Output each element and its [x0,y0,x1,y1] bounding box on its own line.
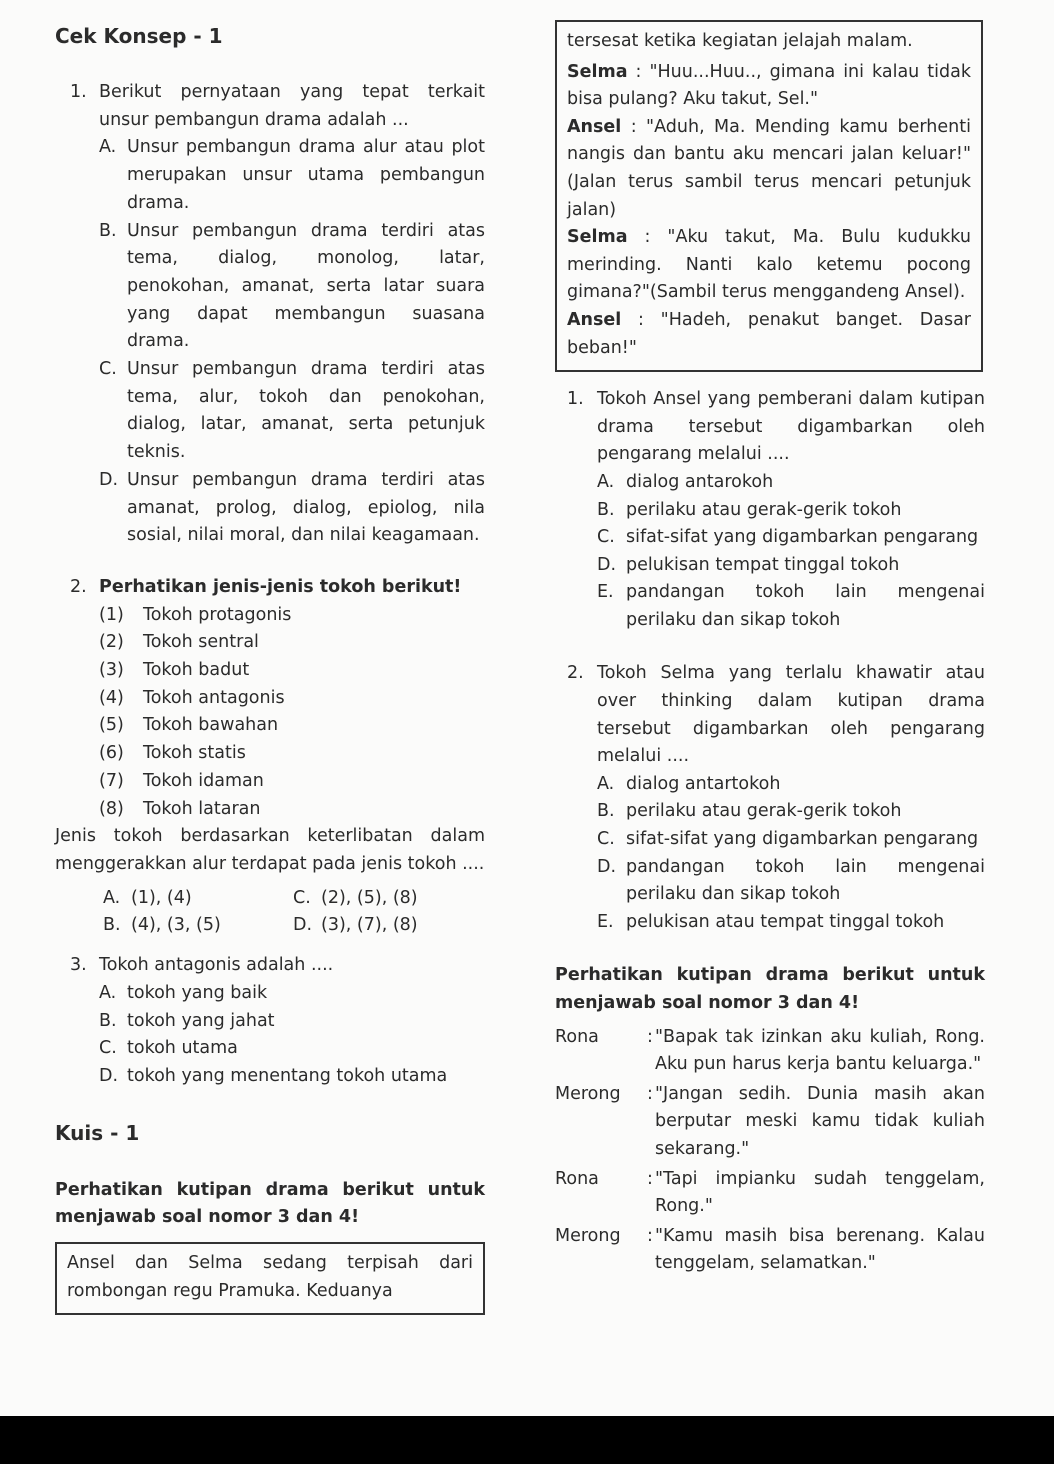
list-item: (6) Tokoh statis [99,743,246,764]
option-label: A. [99,137,117,158]
dialog-line: Selma : "Huu...Huu.., gimana ini kalau tidak bisa pulang? Aku takut, Sel." [567,61,971,110]
q1-options [55,134,485,550]
story-text: tersesat ketika kegiatan jelajah malam. [567,31,913,51]
option-c: C. (2), (5), (8) [293,887,418,908]
option-text: Unsur pembangun drama terdiri atas tema, alur, tokoh dan penokohan, dialog, latar, amanat, serta petunjuk teknis. [127,359,485,463]
option-b: B. perilaku atau gerak-gerik tokoh [597,801,902,822]
option-d: D. pelukisan tempat tinggal tokoh [597,554,900,575]
list-item: (1) Tokoh protagonis [99,604,292,625]
question-number: 2. [70,576,87,597]
dialog-line: Merong : "Jangan sedih. Dunia masih akan berputar meski kamu tidak kuliah sekarang." [555,1083,985,1159]
right-column [555,20,985,1278]
list-item: (8) Tokoh lataran [99,798,261,819]
dialog-line: Ansel : "Hadeh, penakut banget. Dasar beban!" [567,309,971,358]
option-b: B. tokoh yang jahat [99,1010,275,1031]
story-box-start [55,1242,485,1315]
dialog-line: Rona : "Bapak tak izinkan aku kuliah, Rong. Aku pun harus kerja bantu keluarga." [555,1026,985,1075]
list-item: (4) Tokoh antagonis [99,687,285,708]
list-item: (5) Tokoh bawahan [99,715,279,736]
question-number: 1. [567,389,584,410]
option-text: Unsur pembangun drama terdiri atas tema, dialog, monolog, latar, penokohan, amanat, serta latar suara yang dapat membangun suasana drama. [127,220,485,352]
r1-options [555,469,985,635]
option-a: A. (1), (4) [103,887,192,908]
question-text: Jenis tokoh berdasarkan keterlibatan dalam menggerakkan alur terdapat pada jenis tokoh .... [55,826,485,874]
option-label: B. [99,220,117,241]
option-c: C. sifat-sifat yang digambarkan pengarang [597,829,979,850]
dialog-2 [555,1024,985,1278]
option-b: B. perilaku atau gerak-gerik tokoh [597,499,902,520]
dialog-line: Rona : "Tapi impianku sudah tenggelam, Rong." [555,1168,985,1217]
question-stem: Berikut pernyataan yang tepat terkait unsur pembangun drama adalah ... [99,82,485,130]
option-d: D. tokoh yang menentang tokoh utama [99,1065,448,1086]
kuis-title: Kuis - 1 [55,1120,140,1145]
option-c [99,356,485,467]
option-b: B. (4), (3, (5) [103,915,221,936]
question-1 [55,79,485,134]
instruction-2: Perhatikan kutipan drama berikut untuk menjawab soal nomor 3 dan 4! [555,965,985,1013]
question-stem: Tokoh antagonis adalah .... [99,955,334,976]
question-stem: Tokoh Selma yang terlalu khawatir atau over thinking dalam kutipan drama tersebut digambarkan oleh pengarang melalui .... [597,663,985,767]
question-r1 [555,386,985,469]
cek-konsep-title: Cek Konsep - 1 [55,24,223,48]
option-label: D. [99,469,119,490]
option-e: E. pelukisan atau tempat tinggal tokoh [597,911,945,932]
left-column [55,24,485,1315]
list-item: (7) Tokoh idaman [99,770,264,791]
option-c: C. sifat-sifat yang digambarkan pengarang [597,527,979,548]
option-a [99,134,485,217]
option-c: C. tokoh utama [99,1038,238,1059]
option-d [99,467,485,550]
question-number: 2. [567,663,584,684]
option-a: A. tokoh yang baik [99,982,268,1003]
bottom-black-bar [0,1416,1054,1464]
option-d: D. pandangan tokoh lain mengenai perilaku dan sikap tokoh [597,856,985,905]
kuis-instruction: Perhatikan kutipan drama berikut untuk menjawab soal nomor 3 dan 4! [55,1179,485,1228]
q2-options-row2 [99,912,485,940]
option-a: A. dialog antartokoh [597,773,781,794]
question-3 [55,952,485,980]
question-2 [55,574,485,602]
story-box [555,20,983,372]
question-number: 3. [70,955,87,976]
q2-options-row1 [99,885,485,913]
option-a: A. dialog antarokoh [597,471,774,492]
option-text: Unsur pembangun drama terdiri atas amanat, prolog, dialog, epiolog, nila sosial, nilai moral, dan nilai keagamaan. [127,469,485,546]
question-stem: Tokoh Ansel yang pemberani dalam kutipan drama tersebut digambarkan oleh pengarang melalui .... [597,389,985,465]
tokoh-list [55,602,485,940]
dialog-line: Ansel : "Aduh, Ma. Mending kamu berhenti nangis dan bantu aku mencari jalan keluar!" (Jalan terus sambil terus mencari petunjuk jalan) [567,116,971,220]
list-item: (2) Tokoh sentral [99,632,259,653]
question-number: 1. [70,82,87,102]
question-stem: Perhatikan jenis-jenis tokoh berikut! [99,576,462,597]
option-d: D. (3), (7), (8) [293,915,418,936]
question-r2 [555,660,985,770]
option-e: E. pandangan tokoh lain mengenai perilaku dan sikap tokoh [597,582,985,630]
option-text: Unsur pembangun drama alur atau plot merupakan unsur utama pembangun drama. [127,137,485,213]
option-label: C. [99,359,117,380]
dialog-line: Merong : "Kamu masih bisa berenang. Kalau tenggelam, selamatkan." [555,1225,985,1274]
story-text: Ansel dan Selma sedang terpisah dari rombongan regu Pramuka. Keduanya [67,1253,473,1301]
list-item: (3) Tokoh badut [99,660,250,681]
option-b [99,218,485,357]
q3-options [55,980,485,1091]
dialog-line: Selma : "Aku takut, Ma. Bulu kudukku merinding. Nanti kalo ketemu pocong gimana?"(Sambil terus menggandeng Ansel). [567,227,971,303]
r2-options [555,771,985,937]
